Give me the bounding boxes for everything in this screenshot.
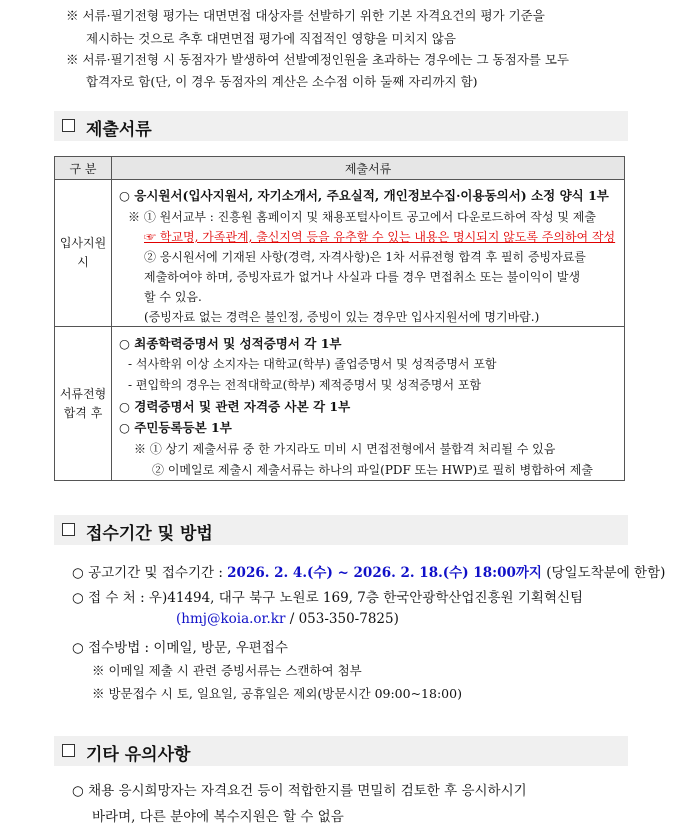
doc-line: ○ 주민등록등본 1부 — [119, 420, 232, 435]
note-tie-line1: ※ 서류·필기전형 시 동점자가 발생하여 선발예정인원을 초과하는 경우에는 그 동점자를 모두 — [66, 52, 569, 67]
application-note: ※ 방문접수 시 토, 일요일, 공휴일은 제외(방문시간 09:00~18:00) — [92, 686, 462, 701]
period-suffix: (당일도착분에 한함) — [541, 565, 666, 581]
period-label: ○ 공고기간 및 접수기간 : — [72, 565, 228, 581]
documents-table — [54, 156, 625, 481]
category-line: 합격 후 — [63, 405, 103, 420]
note-evaluation-line2: 제시하는 것으로 추후 대면면접 평가에 직접적인 영향을 미치지 않음 — [86, 31, 456, 46]
section-header-application — [54, 515, 628, 545]
section-title: 접수기간 및 방법 — [86, 524, 213, 544]
address-value: 우)41494, 대구 북구 노원로 169, 7층 한국안광학산업진흥원 기획혁신팀 — [148, 590, 584, 606]
section-title: 제출서류 — [86, 120, 152, 140]
other-note-line1: ○ 채용 응시희망자는 자격요건 등이 적합한지를 면밀히 검토한 후 응시하시기 — [72, 783, 527, 799]
doc-line: ② 이메일로 제출시 제출서류는 하나의 파일(PDF 또는 HWP)로 필히 병합하여 제출 — [152, 463, 593, 477]
address-label: ○ 접 수 처 : — [72, 590, 149, 606]
doc-line: ○ 경력증명서 및 관련 자격증 사본 각 1부 — [119, 399, 351, 414]
table-row — [55, 180, 625, 327]
checkbox-square-icon — [62, 523, 75, 536]
contact-phone: / 053-350-7825) — [285, 611, 399, 627]
doc-line: (증빙자료 없는 경력은 불인정, 증빙이 있는 경우만 입사지원서에 명기바람.) — [144, 310, 540, 324]
warning-line: ☞ 학교명, 가족관계, 출신지역 등을 유추할 수 있는 내용은 명시되지 않도록 주의하여 작성 — [144, 230, 616, 244]
application-method: ○ 접수방법 : 이메일, 방문, 우편접수 — [72, 640, 288, 656]
checkbox-square-icon — [62, 744, 75, 757]
table-row — [55, 327, 625, 481]
section-title: 기타 유의사항 — [86, 745, 191, 765]
doc-line: ○ 응시원서(입사지원서, 자기소개서, 주요실적, 개인정보수집·이용동의서) 소정 양식 1부 — [119, 188, 609, 203]
table-header-category: 구 분 — [55, 157, 112, 180]
doc-line: - 편입학의 경우는 전적대학교(학부) 제적증명서 및 성적증명서 포함 — [128, 378, 482, 392]
doc-line: 할 수 있음. — [144, 290, 202, 304]
section-header-documents — [54, 111, 628, 141]
doc-line: ○ 최종학력증명서 및 성적증명서 각 1부 — [119, 336, 342, 351]
other-note-line2: 바라며, 다른 분야에 복수지원은 할 수 없음 — [92, 809, 344, 825]
row-category: 입사지원시 — [55, 180, 112, 327]
doc-line: ② 응시원서에 기재된 사항(경력, 자격사항)은 1차 서류전형 합격 후 필히 증빙자료를 — [144, 250, 586, 264]
row-contents — [112, 327, 625, 481]
contact-info — [176, 611, 399, 627]
doc-line: ※ ① 상기 제출서류 중 한 가지라도 미비 시 면접전형에서 불합격 처리될 수 있음 — [134, 442, 556, 456]
doc-line: ※ ① 원서교부 : 진흥원 홈페이지 및 채용포털사이트 공고에서 다운로드하여 작성 및 제출 — [128, 210, 596, 224]
contact-email[interactable]: (hmj@koia.or.kr — [176, 611, 286, 627]
row-contents — [112, 180, 625, 327]
section-header-other — [54, 736, 628, 766]
note-evaluation-line1: ※ 서류·필기전형 평가는 대면면접 대상자를 선발하기 위한 기본 자격요건의 평가 기준을 — [66, 8, 545, 23]
doc-line: 제출하여야 하며, 증빙자료가 없거나 사실과 다를 경우 면접취소 또는 불이익이 발생 — [144, 270, 581, 284]
row-category — [55, 327, 112, 481]
category-line: 서류전형 — [59, 386, 107, 401]
note-tie-line2: 합격자로 함(단, 이 경우 동점자의 계산은 소수점 이하 둘째 자리까지 함) — [86, 74, 478, 89]
period-value: 2026. 2. 4.(수) ~ 2026. 2. 18.(수) 18:00까지 — [227, 565, 542, 581]
doc-line: - 석사학위 이상 소지자는 대학교(학부) 졸업증명서 및 성적증명서 포함 — [128, 357, 497, 371]
application-period — [72, 561, 665, 581]
application-note: ※ 이메일 제출 시 관련 증빙서류는 스캔하여 첨부 — [92, 663, 362, 678]
checkbox-square-icon — [62, 119, 75, 132]
table-header-documents: 제출서류 — [112, 157, 625, 180]
application-address — [72, 586, 583, 606]
